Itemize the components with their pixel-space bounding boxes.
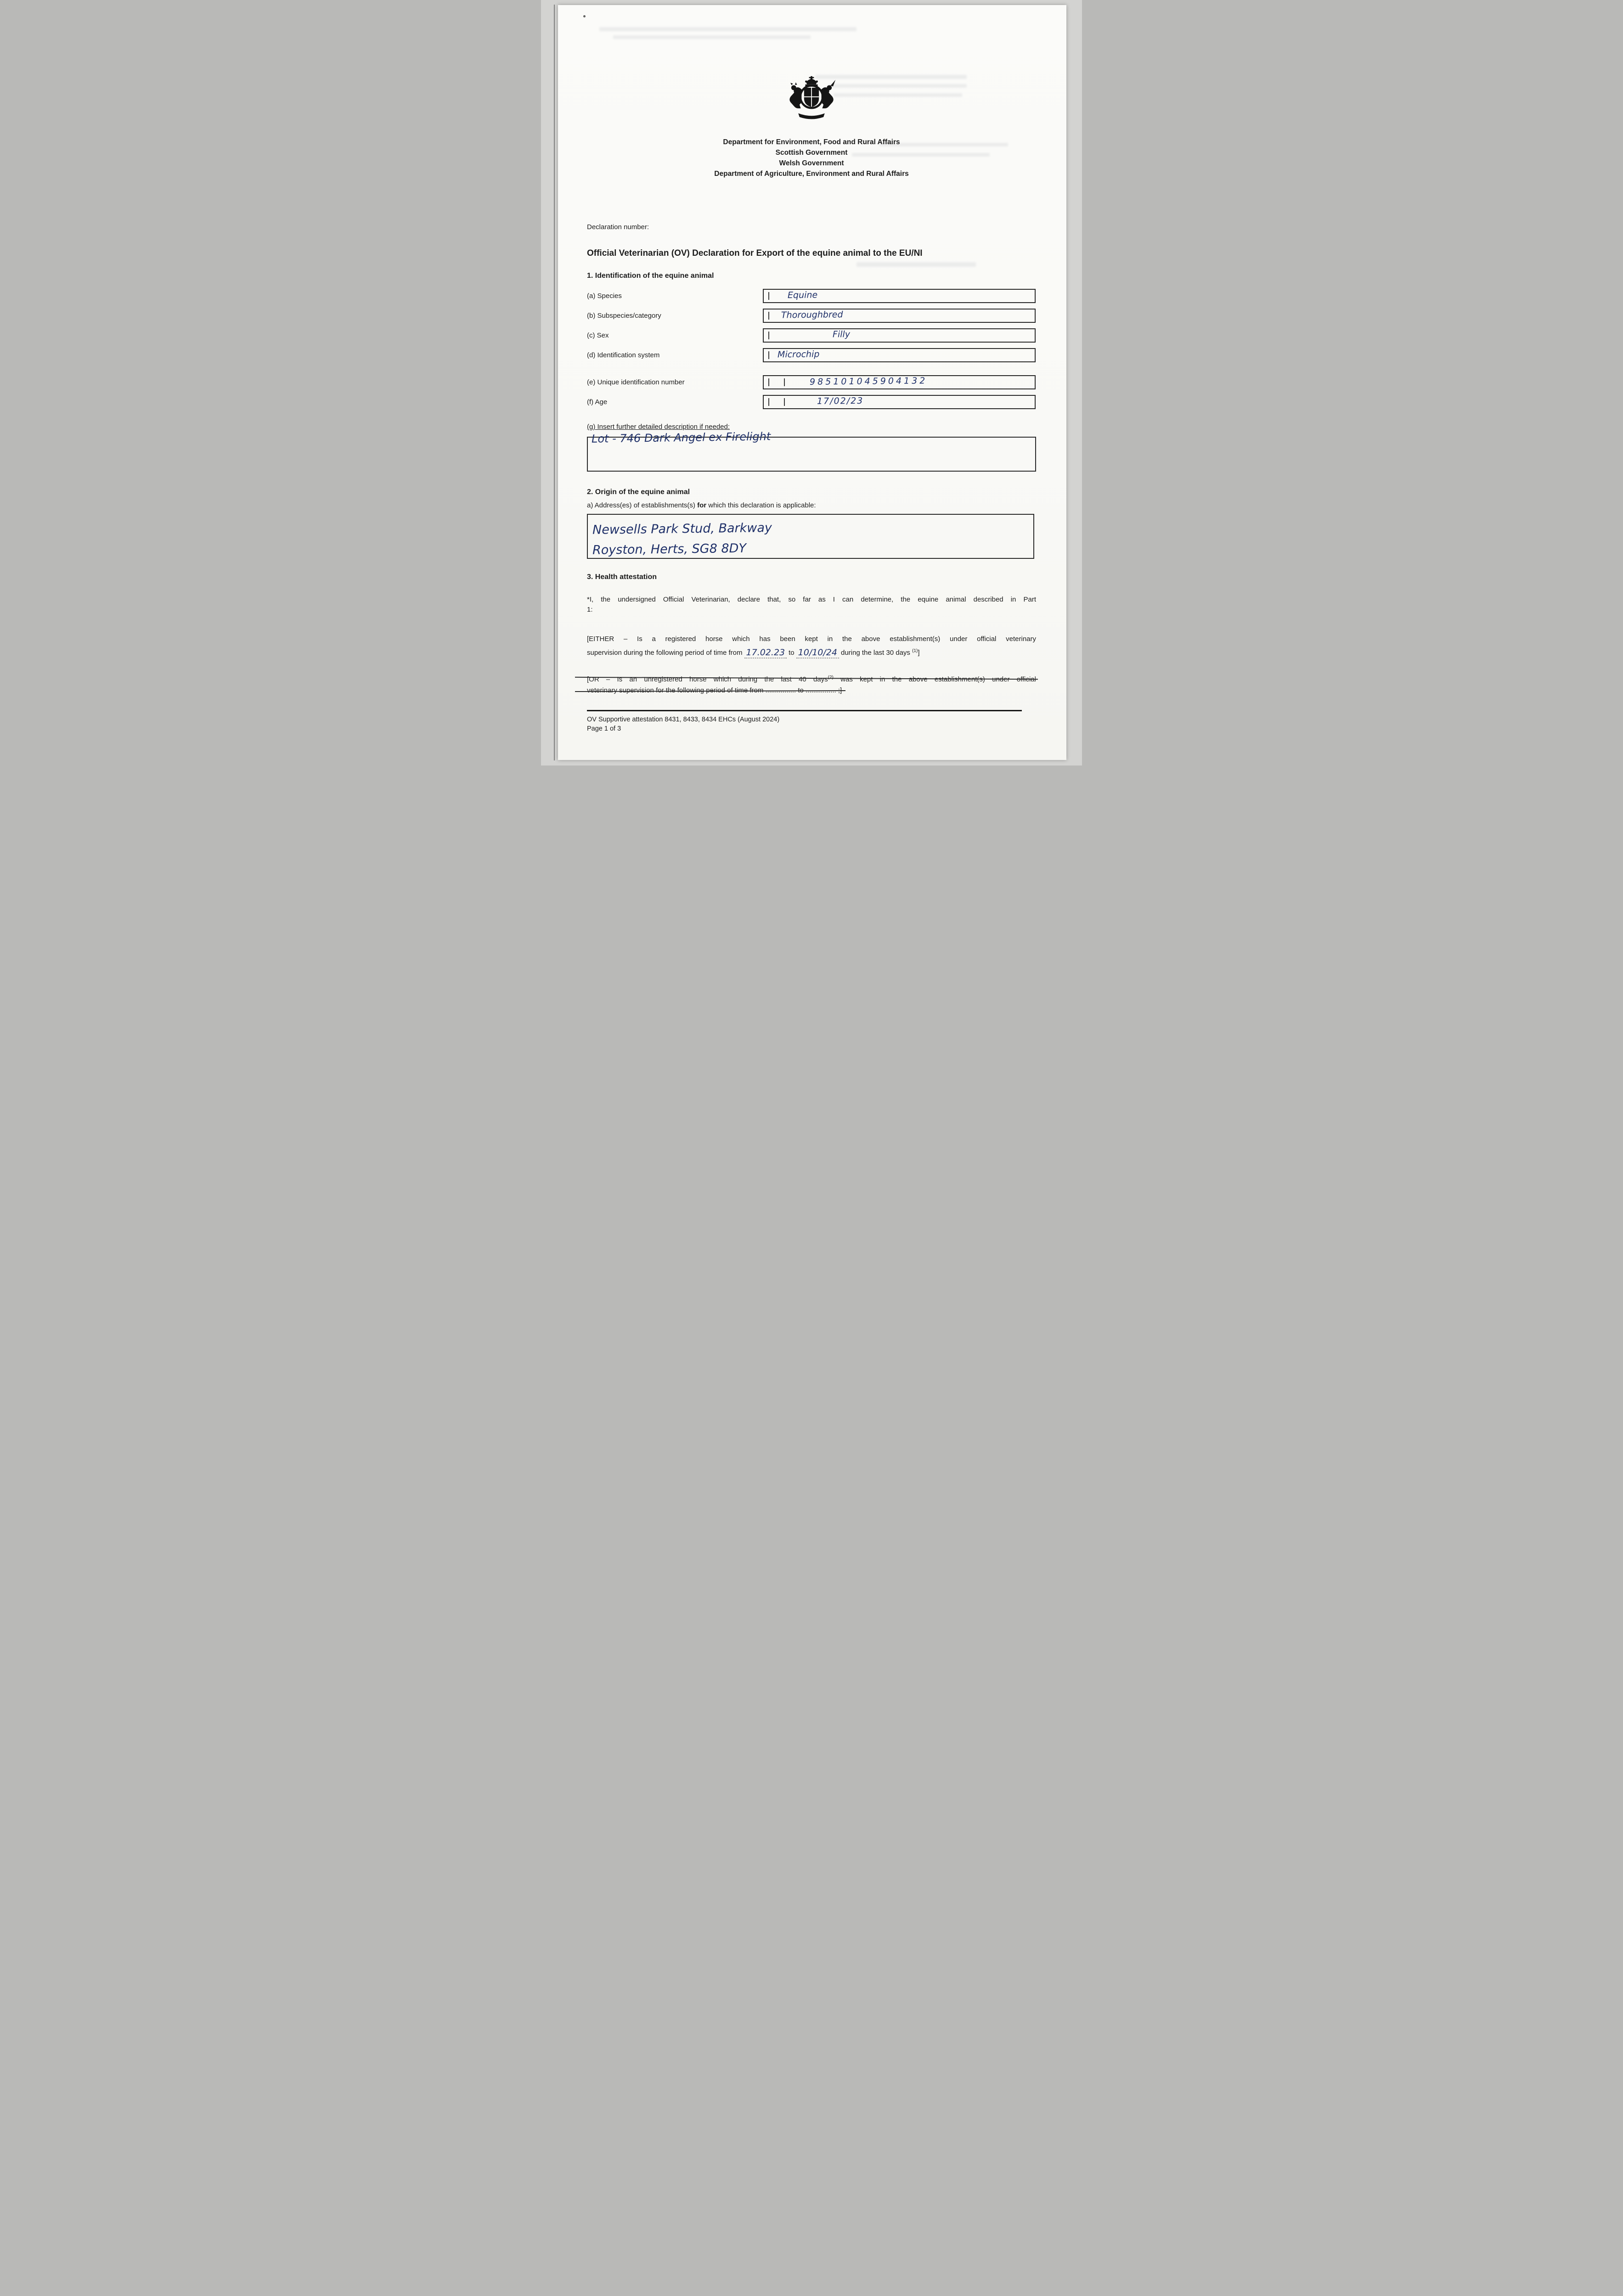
scan-edge-line	[554, 5, 555, 760]
or-line-1-pre: [OR – Is an unregistered horse which during the last 40 days	[587, 675, 828, 683]
either-to-word: to	[789, 649, 795, 657]
field-value-subspecies: Thoroughbred	[781, 310, 843, 321]
section-3-heading: 3. Health attestation	[587, 573, 657, 581]
date-from-field[interactable]	[744, 647, 787, 658]
date-to-field[interactable]	[796, 647, 839, 658]
further-description-box[interactable]	[587, 430, 1036, 472]
footer-attestation-reference: OV Supportive attestation 8431, 8433, 8434 EHCs (August 2024)	[587, 716, 780, 723]
address-label	[587, 501, 1036, 509]
department-line: Welsh Government	[779, 159, 844, 167]
field-value-unique-id: 985101045904132	[809, 376, 928, 387]
field-label-unique-id: (e) Unique identification number	[587, 378, 685, 386]
field-label-species: (a) Species	[587, 292, 622, 300]
either-clause-line-1: [EITHER – Is a registered horse which has been kept in the above establishment(s) under official veterinary	[587, 635, 1036, 643]
either-clause-line-2	[587, 645, 1036, 659]
royal-coat-of-arms-icon	[783, 75, 840, 125]
address-label-bold: for	[697, 501, 707, 509]
field-row-sex	[587, 328, 1036, 343]
footer-divider	[587, 710, 1022, 711]
address-line-1: Newsells Park Stud, Barkway	[592, 521, 772, 537]
address-label-post: which this declaration is applicable:	[706, 501, 816, 509]
either-clause	[587, 633, 1036, 659]
address-line-2: Royston, Herts, SG8 8DY	[592, 541, 747, 557]
footnote-2-marker: (2)	[828, 675, 834, 680]
field-value-sex: Filly	[832, 329, 851, 340]
or-line-1-post: was kept in the above establishment(s) under official	[833, 675, 1036, 683]
field-label-age: (f) Age	[587, 398, 608, 406]
department-line: Department for Environment, Food and Rural Affairs	[723, 138, 900, 146]
or-clause-line-1	[587, 672, 1036, 685]
department-lines	[587, 137, 1036, 179]
attestation-intro-line-2: 1:	[587, 606, 593, 613]
field-row-species	[587, 289, 1036, 303]
department-line: Department of Agriculture, Environment and Rural Affairs	[714, 170, 909, 178]
crest-container	[587, 5, 1036, 128]
department-line: Scottish Government	[775, 149, 848, 157]
identification-fields	[587, 289, 1036, 409]
attestation-intro-line-1: *I, the undersigned Official Veterinarian, declare that, so far as I can determine, the equine animal described in Part	[587, 596, 1036, 603]
page-number: Page 1 of 3	[587, 725, 621, 732]
field-box-age[interactable]	[763, 395, 1036, 409]
document-title: Official Veterinarian (OV) Declaration for Export of the equine animal to the EU/NI	[587, 248, 923, 258]
either-close-bracket: ]	[918, 649, 920, 657]
field-box-species[interactable]	[763, 289, 1036, 303]
field-box-sex[interactable]	[763, 328, 1036, 343]
date-from-value: 17.02.23	[746, 647, 785, 658]
address-label-pre: a) Address(es) of establishments(s)	[587, 501, 698, 509]
field-value-identification-system: Microchip	[777, 349, 820, 360]
field-value-species: Equine	[787, 290, 818, 301]
address-box[interactable]	[587, 514, 1034, 559]
scanned-document-page	[541, 0, 1082, 765]
section-1-heading: 1. Identification of the equine animal	[587, 272, 714, 280]
field-row-unique-id	[587, 375, 1036, 389]
scan-speck	[583, 15, 586, 17]
footnote-1-marker: (1)	[912, 648, 918, 653]
field-row-subspecies	[587, 309, 1036, 323]
field-box-subspecies[interactable]	[763, 309, 1036, 323]
field-label-identification-system: (d) Identification system	[587, 351, 660, 359]
attestation-intro	[587, 595, 1036, 615]
field-row-identification-system	[587, 348, 1036, 362]
further-description-value: Lot - 746 Dark Angel ex Firelight	[591, 430, 771, 445]
field-box-unique-id[interactable]	[763, 375, 1036, 389]
or-clause-line-2: veterinary supervision for the following period of time from ................ to ................ ;]	[587, 685, 842, 696]
field-row-age	[587, 395, 1036, 409]
further-description-label: (g) Insert further detailed description if needed:	[587, 423, 730, 431]
field-value-age: 17/02/23	[817, 395, 864, 406]
section-2-heading: 2. Origin of the equine animal	[587, 488, 690, 496]
either-line-2-suffix: during the last 30 days	[840, 649, 910, 657]
either-line-2-text: supervision during the following period of time from	[587, 649, 743, 657]
or-clause-struck	[587, 672, 1036, 696]
field-label-sex: (c) Sex	[587, 332, 609, 339]
document-content	[587, 5, 1036, 760]
date-to-value: 10/10/24	[798, 647, 837, 658]
field-label-subspecies: (b) Subspecies/category	[587, 312, 661, 320]
field-box-identification-system[interactable]	[763, 348, 1036, 362]
declaration-number-label: Declaration number:	[587, 223, 649, 231]
paper	[558, 5, 1066, 760]
